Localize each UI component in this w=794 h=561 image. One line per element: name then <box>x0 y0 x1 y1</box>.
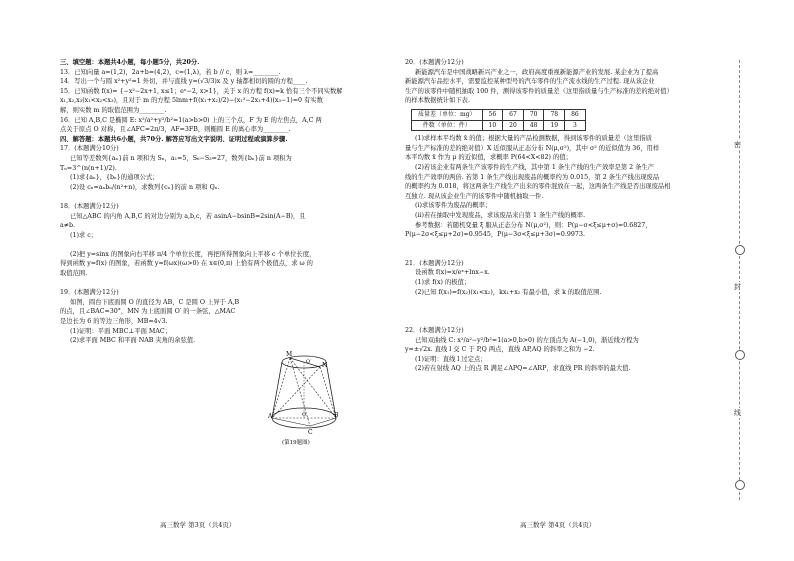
question-19-figure <box>268 348 340 446</box>
text-line: (ii)若在抽取中发现废品，求该废品来自第 1 条生产线的概率. <box>415 211 586 219</box>
left-page-footer: 高三数学 第3页（共4页） <box>160 521 236 529</box>
text-line: 17．(本题满分10分) <box>60 145 119 153</box>
text-line: (1)求样本平均数 x̄ 的值；根据大量的产品检测数据，得到该零件的质量差（这里指质 <box>415 135 652 143</box>
text-line: 互独立. 现从该企业生产的该零件中随机抽取一件. <box>405 192 544 200</box>
binding-char: 线 <box>734 409 741 417</box>
right-page <box>405 58 717 374</box>
text-line: 新能源汽车是中国战略新兴产业之一，政府高度重视新能源产业的发展. 某企业为了提高 <box>415 68 659 76</box>
text-line: 的样本数据统计如下表. <box>405 97 470 105</box>
text-line: x₁,x₂,x₃(x₁<x₂<x₃)，且对于 m 的方程 5lnm+f((x₁+x₂)/2)−(x₁²−2x₁+4)(x₃−1)=0 有实数 <box>60 97 323 105</box>
label-A: A <box>268 413 273 420</box>
text-line: 量与生产标准的差的绝对值）X 近似服从正态分布 N(μ,σ²)，其中 σ² 的近似值为 36，用样 <box>405 144 660 152</box>
binding-margin <box>730 60 750 500</box>
table-cell: 78 <box>544 109 565 120</box>
text-line: 是边长为 6 的等边三角形，MB=4√3. <box>60 318 168 326</box>
section-heading: 三、填空题：本题共4小题，每小题5分，共20分. <box>60 59 200 66</box>
text-line: P(μ−2σ<ξ≤μ+2σ)≈0.9545，P(μ−3σ<ξ≤μ+3σ)≈0.9973. <box>405 231 585 239</box>
binding-hole <box>735 350 745 360</box>
text-line: 取值范围. <box>60 270 88 278</box>
binding-hole <box>735 245 745 255</box>
text-line: (2)已知 f(x₁)=f(x₂)(x₁<x₂)，kx₁+x₂ 有最小值，求 k 的取值范围. <box>415 288 602 296</box>
text-line: 22．(本题满分12分) <box>405 327 464 335</box>
text-line: 如图，圆台下底面圆 O 的直径为 AB，C 是圆 O 上异于 A,B <box>70 298 240 306</box>
text-line: (2)设 cₙ=aₙbₙ/(n²+n)，求数列{cₙ}的前 n 项和 Qₙ. <box>70 183 220 191</box>
text-line: Tₙ=3^(n(n+1)/2). <box>60 164 117 172</box>
text-line <box>405 249 717 259</box>
section-heading: 四、解答题：本题共6小题，共70分. 解答应写出文字说明、证明过程或演算步骤. <box>60 135 288 143</box>
text-line: 21．(本题满分12分) <box>405 259 464 267</box>
label-N: N <box>322 362 328 369</box>
binding-char: 封 <box>734 283 741 291</box>
text-line: 得到函数 y=f(x) 的图象，若函数 y=f(ωx)(ω>0) 在 x∈(0,π) 上恰有两个极值点，求 ω 的 <box>60 260 313 268</box>
text-line: a≠b. <box>60 222 76 230</box>
text-line <box>405 297 717 307</box>
text-line: 13．已知向量 a=(1,2)，2a+b=(4,2)，c=(1,λ)，若 b // c，则 λ=________. <box>60 68 281 76</box>
text-line: 点关于原点 O 对称，且∠AFC=2π/3，AF=3FB，则椭圆 E 的离心率为________. <box>60 126 291 134</box>
text-line <box>405 307 717 317</box>
table-cell: 86 <box>565 109 586 120</box>
table-header-cell: 件数（单位：件） <box>412 120 483 131</box>
text-line: 生产的该零件中随机抽取 100 件，测得该零件的质量差（这里指质量与生产标准的差的绝对值） <box>405 87 673 95</box>
table-row <box>412 120 586 131</box>
label-C: C <box>308 429 313 436</box>
text-line: 的点，且∠BAC=30°，MN 为上底面圆 O′ 的一条弦，△MAC <box>60 308 236 316</box>
text-line: y=±√2x. 直线 l 交 C 于 P,Q 两点，直线 AP,AQ 的斜率之和为 −2. <box>405 346 595 354</box>
binding-hole <box>735 480 745 490</box>
text-line: 参考数据：若随机变量 ξ 服从正态分布 N(μ,σ²)，则：P(μ−σ<ξ≤μ+σ)≈0.6827， <box>415 221 652 229</box>
text-line: (2)求平面 MBC 和平面 NAB 夹角的余弦值. <box>70 337 196 345</box>
table-cell: 56 <box>482 109 503 120</box>
text-line: 新能源汽车品控水平，需要监控某种型号的汽车零件的生产流水线的生产过程. 现从该企业 <box>405 78 655 86</box>
text-line: (1)求 c； <box>70 231 98 239</box>
binding-char: 密 <box>734 141 741 149</box>
table-cell: 3 <box>565 120 586 131</box>
text-line: (1)求{aₙ}，{bₙ}的通项公式； <box>70 174 159 182</box>
table-cell: 10 <box>482 120 503 131</box>
text-line: (i)求该零件为废品的概率； <box>415 202 492 210</box>
table-header-cell: 质量差（单位：mg） <box>412 109 483 120</box>
frustum-diagram <box>268 348 340 446</box>
text-line: 14．写出一个与圆 x²+y²=1 外切，并与直线 y=(√3/3)x 及 y 轴都相切的圆的方程____. <box>60 78 308 86</box>
text-line: 本平均数 x̄ 作为 μ 的近似值，求概率 P(64<X<82) 的值； <box>405 154 572 162</box>
label-O: O <box>302 412 307 418</box>
text-line: (2)若该企业有两条生产该零件的生产线，其中第 1 条生产线的生产效率是第 2 条生产 <box>415 163 655 171</box>
table-row <box>412 109 586 120</box>
text-line: (1)证明：平面 MBC⊥平面 MAC； <box>70 327 172 335</box>
text-line: (1)求 f(x) 的极值； <box>415 279 471 287</box>
text-line: 的概率约为 0.018，将这两条生产线生产出来的零件混放在一起，这两条生产线是否出现废品相 <box>405 183 671 191</box>
table-cell: 19 <box>544 120 565 131</box>
text-line: 20．(本题满分12分) <box>405 59 464 66</box>
text-line: (1)证明：直线 l 过定点； <box>415 355 487 363</box>
text-line: 解，则实数 m 的取值范围为________. <box>60 106 167 114</box>
label-B: B <box>334 412 339 419</box>
text-line: 已知双曲线 C: x²/a²−y²/b²=1(a>0,b>0) 的左顶点为 A(−1,0)，渐近线方程为 <box>415 336 639 344</box>
label-O1: O′ <box>306 359 312 365</box>
table-cell: 67 <box>503 109 524 120</box>
text-line <box>405 240 717 250</box>
text-line: 线的生产效率的两倍. 若第 1 条生产线出现废品的概率约为 0.015，第 2 条生产线出现废品 <box>405 173 660 181</box>
left-page <box>60 58 400 346</box>
text-line <box>60 192 400 202</box>
quality-data-table <box>411 109 586 131</box>
table-cell: 70 <box>523 109 544 120</box>
table-cell: 48 <box>523 120 544 131</box>
text-line: 已知△ABC 的内角 A,B,C 的对边分别为 a,b,c，若 asinA−bsinB=2sin(A−B)，且 <box>70 212 306 220</box>
text-line: 设函数 f(x)=x/eˣ+lnx−x. <box>415 269 490 277</box>
text-line <box>60 279 400 289</box>
cut-line <box>739 60 740 500</box>
text-line: 15．已知函数 f(x)= {−x²−2x+1, x≤1；eˣ−2, x>1}，关于 x 的方程 f(x)=k 恰有三个不同实数解 <box>60 87 343 95</box>
text-line: 18．(本题满分12分) <box>60 202 119 210</box>
text-line: (2)若在射线 AQ 上的点 R 满足∠APQ=∠ARP，求直线 PR 的斜率的最大值. <box>415 365 631 373</box>
text-line: 19．(本题满分12分) <box>60 289 119 297</box>
right-page-footer: 高三数学 第4页（共4页） <box>520 521 596 529</box>
text-line <box>405 316 717 326</box>
label-M: M <box>286 351 293 358</box>
figure-caption: (第19题图) <box>282 440 310 446</box>
text-line <box>60 240 400 250</box>
text-line: (2)把 y=sinx 的图象向右平移 π/4 个单位长度，再把所得图象向上平移 c 个单位长度， <box>70 250 316 258</box>
table-cell: 20 <box>503 120 524 131</box>
text-line: 已知等差数列{aₙ}前 n 项和为 Sₙ，a₁=5，S₆−S₃=27，数列{bₙ}前 n 项积为 <box>70 154 292 162</box>
text-line: 16．已知 A,B,C 是椭圆 E: x²/a²+y²/b²=1(a>b>0) 上的三个点，F 为 E 的左焦点，A,C 两 <box>60 116 322 124</box>
